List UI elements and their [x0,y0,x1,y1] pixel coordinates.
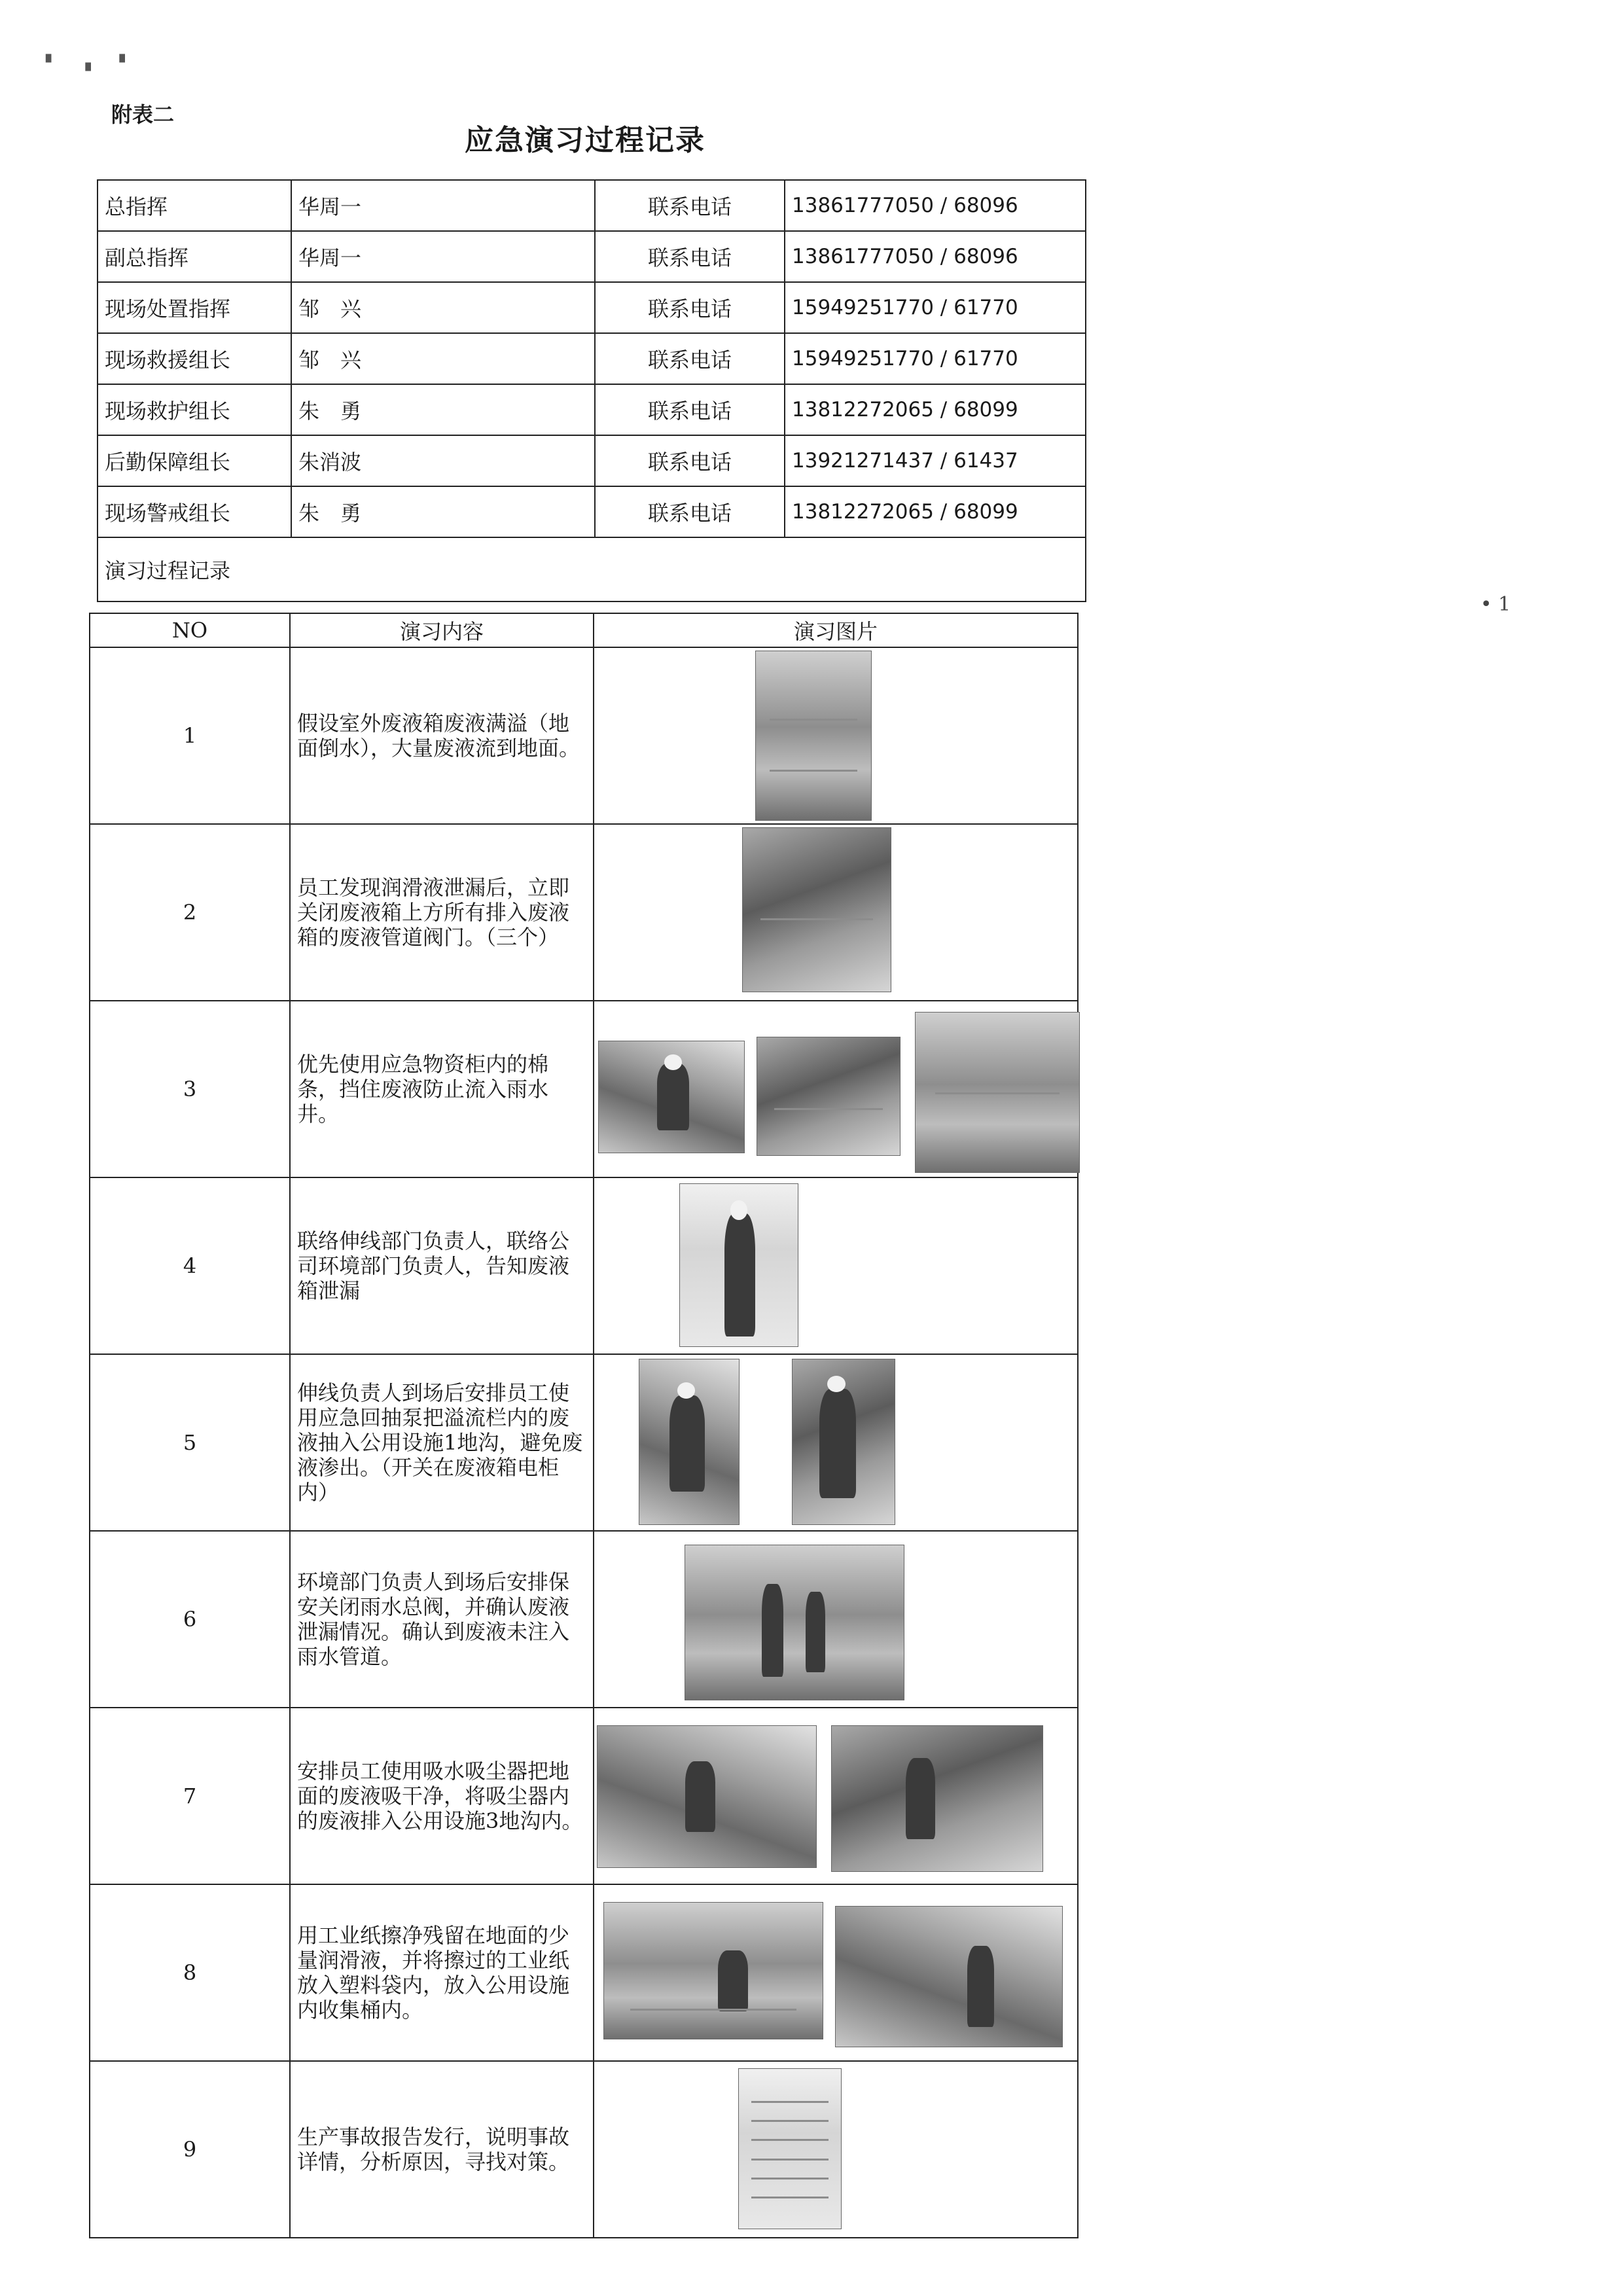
phone-cell: 13861777050 / 68096 [785,231,1086,282]
process-step-row [90,1708,1078,1884]
phone-label-cell: 联系电话 [595,435,785,486]
name-cell: 邹 兴 [291,333,595,384]
phone-label-cell: 联系电话 [595,180,785,231]
role-cell: 现场救护组长 [98,384,291,435]
phone-label-cell: 联系电话 [595,231,785,282]
contacts-table [97,179,1086,602]
role-cell: 总指挥 [98,180,291,231]
drill-photo [835,1906,1063,2047]
step-photos [594,1177,1078,1354]
step-number: 1 [90,647,290,824]
step-number: 3 [90,1001,290,1177]
phone-cell: 15949251770 / 61770 [785,282,1086,333]
step-content: 安排员工使用吸水吸尘器把地面的废液吸干净，将吸尘器内的废液排入公用设施3地沟内。 [290,1708,594,1884]
name-cell: 华周一 [291,180,595,231]
name-cell: 朱 勇 [291,486,595,537]
appendix-label: 附表二 [111,102,175,127]
phone-cell: 13921271437 / 61437 [785,435,1086,486]
step-content: 用工业纸擦净残留在地面的少量润滑液，并将擦过的工业纸放入塑料袋内，放入公用设施内收集桶内。 [290,1884,594,2061]
step-content: 优先使用应急物资柜内的棉条，挡住废液防止流入雨水井。 [290,1001,594,1177]
step-number: 4 [90,1177,290,1354]
drill-photo [757,1037,901,1156]
step-photos [594,1354,1078,1531]
role-cell: 现场警戒组长 [98,486,291,537]
drill-photo [792,1359,895,1525]
step-photos [594,1531,1078,1708]
process-step-row [90,1177,1078,1354]
process-section-title: 演习过程记录 [98,537,1086,601]
drill-photo [679,1183,798,1347]
step-photos [594,2061,1078,2238]
process-title-row [98,537,1086,601]
process-table [89,613,1079,2238]
drill-photo [685,1545,904,1700]
step-photos [594,1001,1078,1177]
phone-label-cell: 联系电话 [595,282,785,333]
phone-cell: 13812272065 / 68099 [785,384,1086,435]
name-cell: 华周一 [291,231,595,282]
drill-photo [639,1359,740,1525]
role-cell: 现场处置指挥 [98,282,291,333]
page-title: 应急演习过程记录 [465,124,705,157]
drill-photo [755,651,872,821]
contact-row [98,231,1086,282]
contact-row [98,486,1086,537]
step-content: 生产事故报告发行，说明事故详情，分析原因，寻找对策。 [290,2061,594,2238]
drill-photo [603,1902,823,2039]
step-number: 7 [90,1708,290,1884]
role-cell: 现场救援组长 [98,333,291,384]
process-step-row [90,1354,1078,1531]
step-photos [594,647,1078,824]
contact-row [98,384,1086,435]
contact-row [98,333,1086,384]
contact-row [98,180,1086,231]
role-cell: 后勤保障组长 [98,435,291,486]
step-content: 联络伸线部门负责人，联络公司环境部门负责人，告知废液箱泄漏 [290,1177,594,1354]
phone-label-cell: 联系电话 [595,384,785,435]
step-photos [594,1884,1078,2061]
name-cell: 邹 兴 [291,282,595,333]
step-number: 9 [90,2061,290,2238]
process-step-row [90,1001,1078,1177]
name-cell: 朱消波 [291,435,595,486]
drill-photo [738,2068,842,2229]
step-number: 6 [90,1531,290,1708]
scan-artifact: ▘ ▗ ▝ [46,55,134,71]
step-photos [594,1708,1078,1884]
step-number: 2 [90,824,290,1001]
step-content: 员工发现润滑液泄漏后，立即关闭废液箱上方所有排入废液箱的废液管道阀门。（三个） [290,824,594,1001]
drill-photo [831,1725,1043,1872]
contact-row [98,282,1086,333]
column-header-no: NO [90,613,290,647]
contact-row [98,435,1086,486]
process-step-row [90,1884,1078,2061]
name-cell: 朱 勇 [291,384,595,435]
phone-cell: 13812272065 / 68099 [785,486,1086,537]
phone-cell: 15949251770 / 61770 [785,333,1086,384]
process-step-row [90,647,1078,824]
step-number: 5 [90,1354,290,1531]
phone-cell: 13861777050 / 68096 [785,180,1086,231]
step-content: 伸线负责人到场后安排员工使用应急回抽泵把溢流栏内的废液抽入公用设施1地沟，避免废液渗出。（开关在废液箱电柜内） [290,1354,594,1531]
process-header-row [90,613,1078,647]
phone-label-cell: 联系电话 [595,486,785,537]
step-number: 8 [90,1884,290,2061]
process-step-row [90,824,1078,1001]
column-header-photos: 演习图片 [594,613,1078,647]
process-step-row [90,2061,1078,2238]
drill-photo [598,1041,745,1153]
role-cell: 副总指挥 [98,231,291,282]
page-number-mark: • 1 [1480,593,1511,616]
phone-label-cell: 联系电话 [595,333,785,384]
step-photos [594,824,1078,1001]
column-header-content: 演习内容 [290,613,594,647]
step-content: 假设室外废液箱废液满溢（地面倒水），大量废液流到地面。 [290,647,594,824]
drill-photo [742,827,891,992]
process-step-row [90,1531,1078,1708]
drill-photo [597,1725,817,1868]
step-content: 环境部门负责人到场后安排保安关闭雨水总阀，并确认废液泄漏情况。确认到废液未注入雨水管道。 [290,1531,594,1708]
drill-photo [915,1012,1080,1173]
